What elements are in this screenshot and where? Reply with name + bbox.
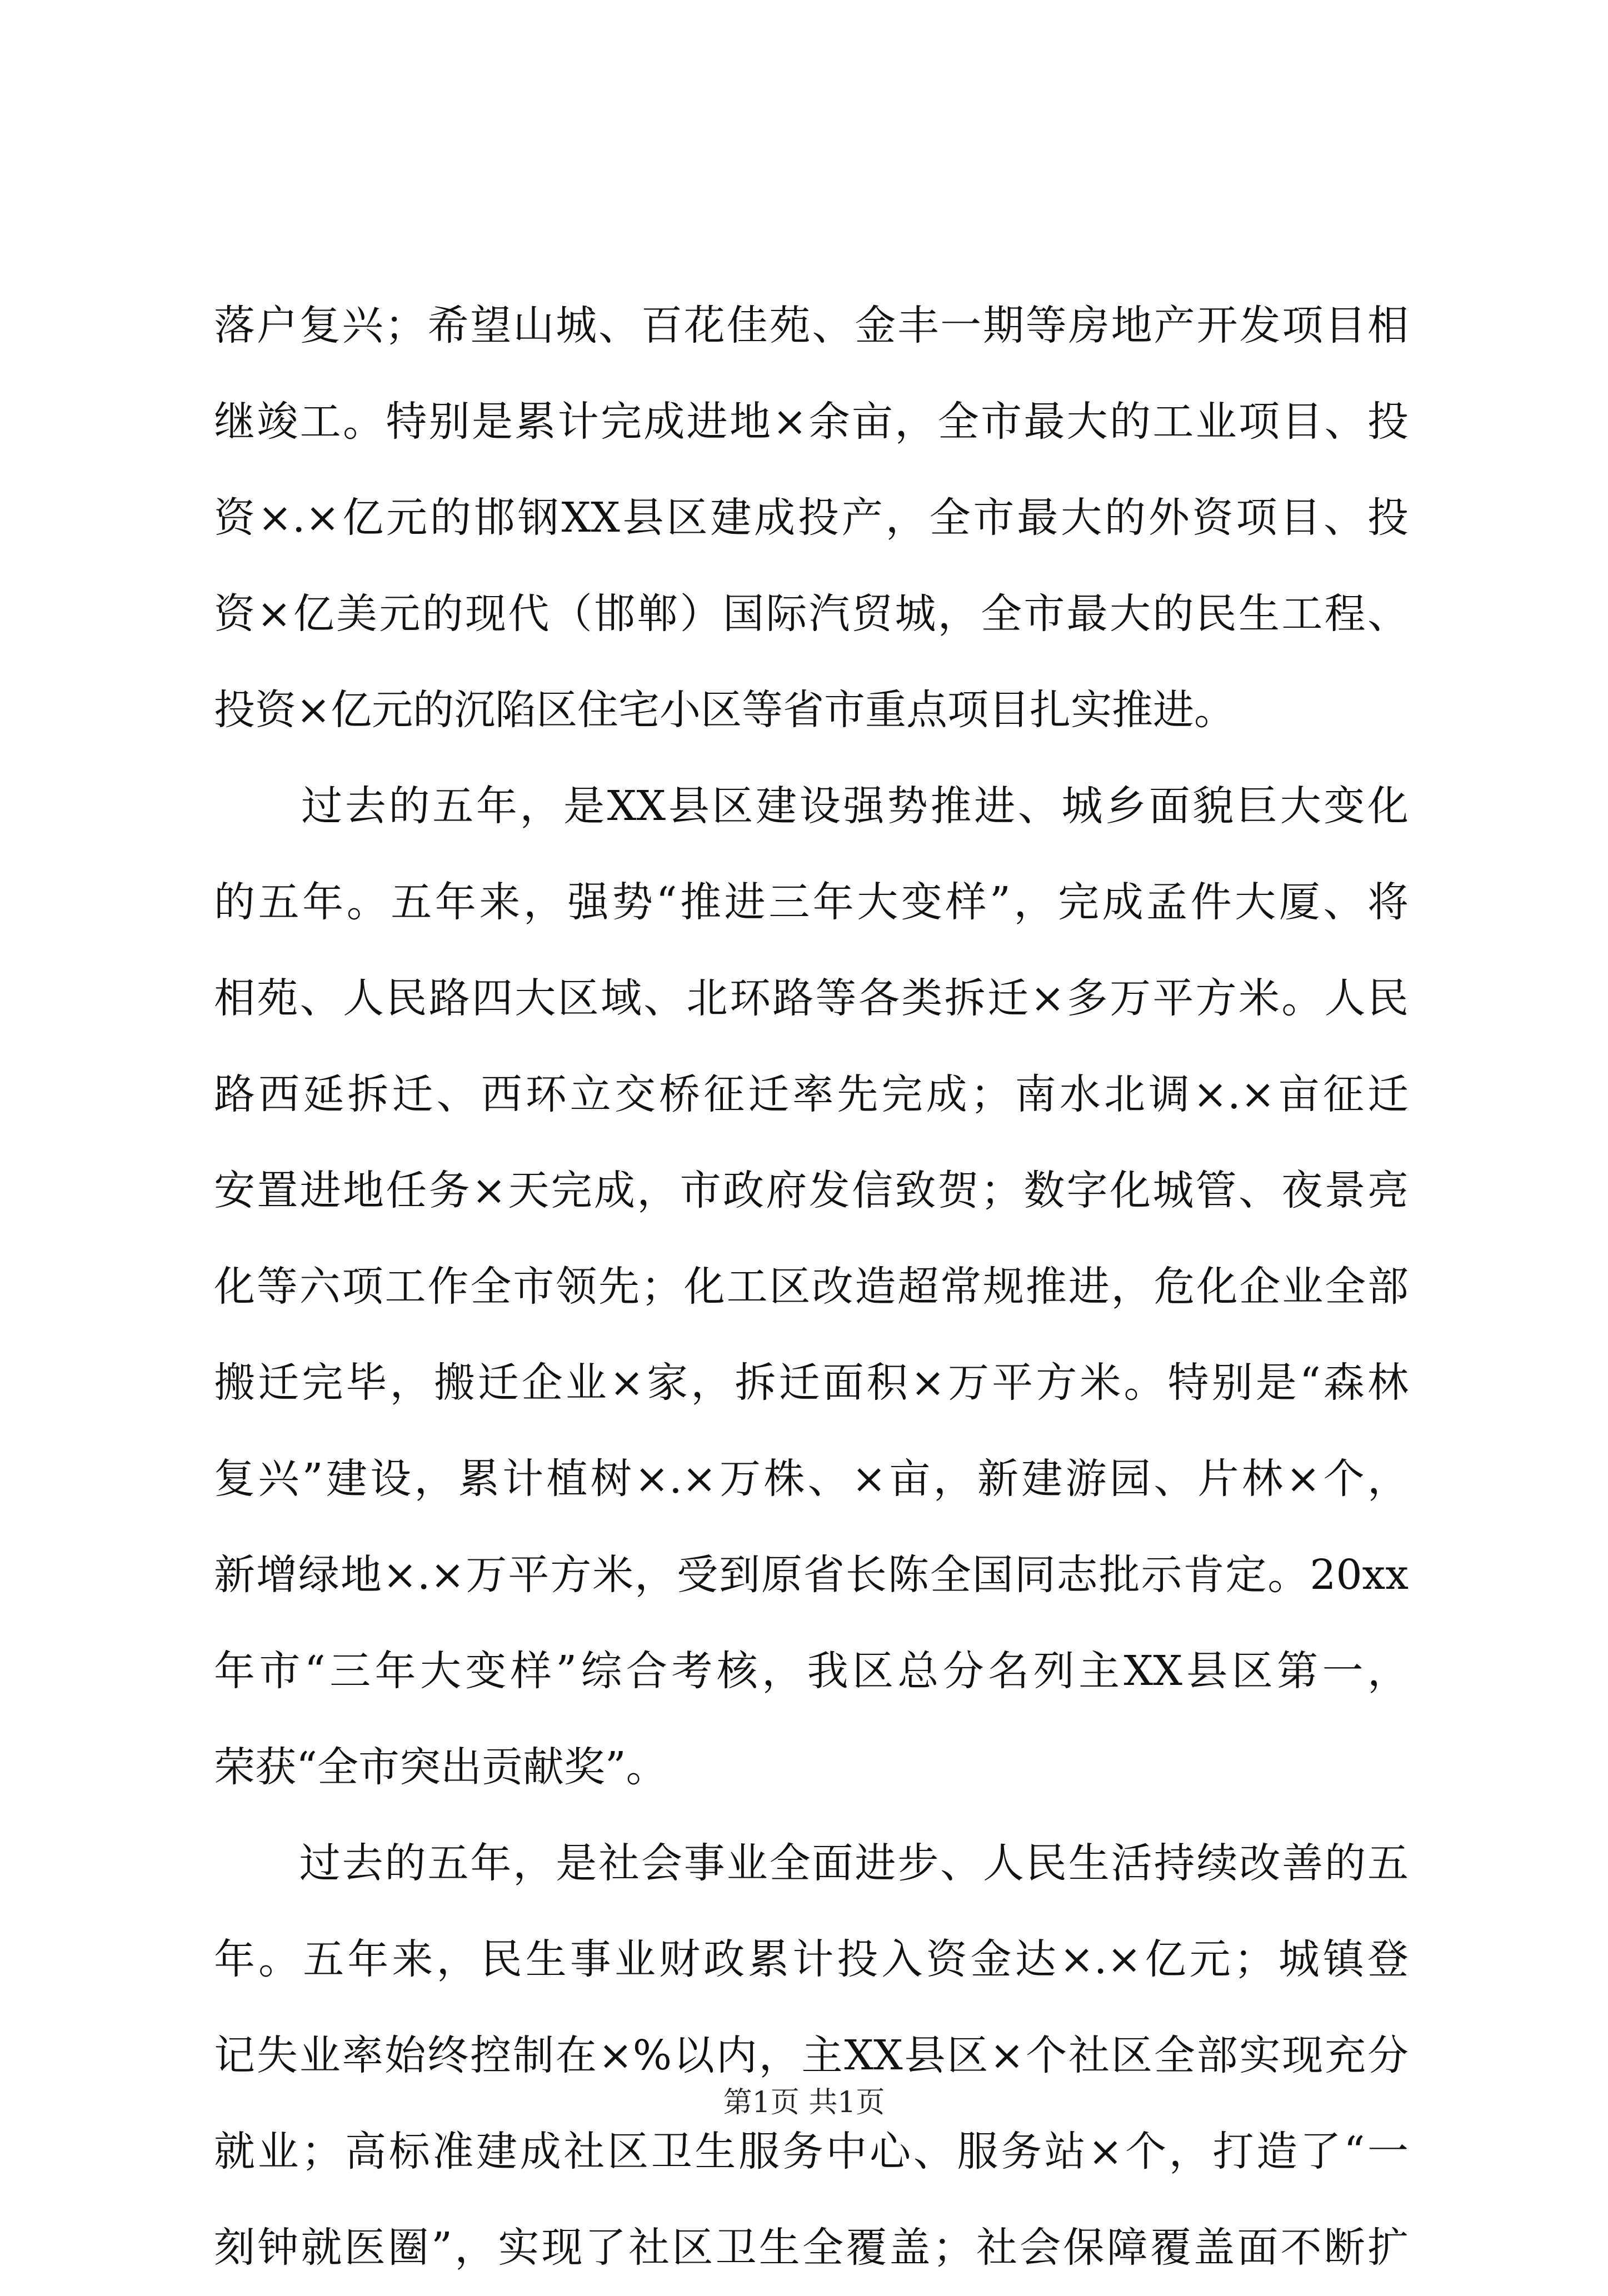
text-line: 路西延拆迁、西环立交桥征迁率先完成；南水北调×.×亩征迁 xyxy=(214,1071,1409,1118)
text-line: 的五年。五年来，强势“推进三年大变样”，完成孟件大厦、将 xyxy=(214,878,1409,926)
text-line: 就业；高标准建成社区卫生服务中心、服务站×个，打造了“一 xyxy=(214,2128,1409,2175)
text-line: 资×.×亿元的邯钢XX县区建成投产，全市最大的外资项目、投 xyxy=(214,494,1409,542)
page-footer: 第1页 共1页 xyxy=(723,2086,885,2119)
text-line: 继竣工。特别是累计完成进地×余亩，全市最大的工业项目、投 xyxy=(214,398,1409,446)
text-line: 化等六项工作全市领先；化工区改造超常规推进，危化企业全部 xyxy=(214,1263,1409,1310)
document-body xyxy=(214,278,1409,2296)
text-line: 投资×亿元的沉陷区住宅小区等省市重点项目扎实推进。 xyxy=(214,686,1236,734)
text-line: 资×亿美元的现代（邯郸）国际汽贸城，全市最大的民生工程、 xyxy=(214,590,1409,638)
text-line: 过去的五年，是XX县区建设强势推进、城乡面貌巨大变化 xyxy=(214,782,1409,830)
text-line: 荣获“全市突出贡献奖”。 xyxy=(214,1743,667,1791)
text-line: 记失业率始终控制在×%以内，主XX县区×个社区全部实现充分 xyxy=(214,2032,1409,2079)
text-line: 刻钟就医圈”，实现了社区卫生全覆盖；社会保障覆盖面不断扩 xyxy=(214,2224,1409,2272)
text-line: 过去的五年，是社会事业全面进步、人民生活持续改善的五 xyxy=(214,1839,1409,1887)
text-line: 年市“三年大变样”综合考核，我区总分名列主XX县区第一， xyxy=(214,1647,1409,1695)
text-line: 相苑、人民路四大区域、北环路等各类拆迁×多万平方米。人民 xyxy=(214,974,1409,1022)
text-line: 新增绿地×.×万平方米，受到原省长陈全国同志批示肯定。20xx xyxy=(214,1551,1409,1599)
text-line: 复兴”建设，累计植树×.×万株、×亩，新建游园、片林×个， xyxy=(214,1455,1409,1503)
text-line: 安置进地任务×天完成，市政府发信致贺；数字化城管、夜景亮 xyxy=(214,1167,1409,1214)
text-line: 年。五年来，民生事业财政累计投入资金达×.×亿元；城镇登 xyxy=(214,1935,1409,1983)
text-line: 搬迁完毕，搬迁企业×家，拆迁面积×万平方米。特别是“森林 xyxy=(214,1359,1409,1407)
text-line: 落户复兴；希望山城、百花佳苑、金丰一期等房地产开发项目相 xyxy=(214,302,1409,349)
